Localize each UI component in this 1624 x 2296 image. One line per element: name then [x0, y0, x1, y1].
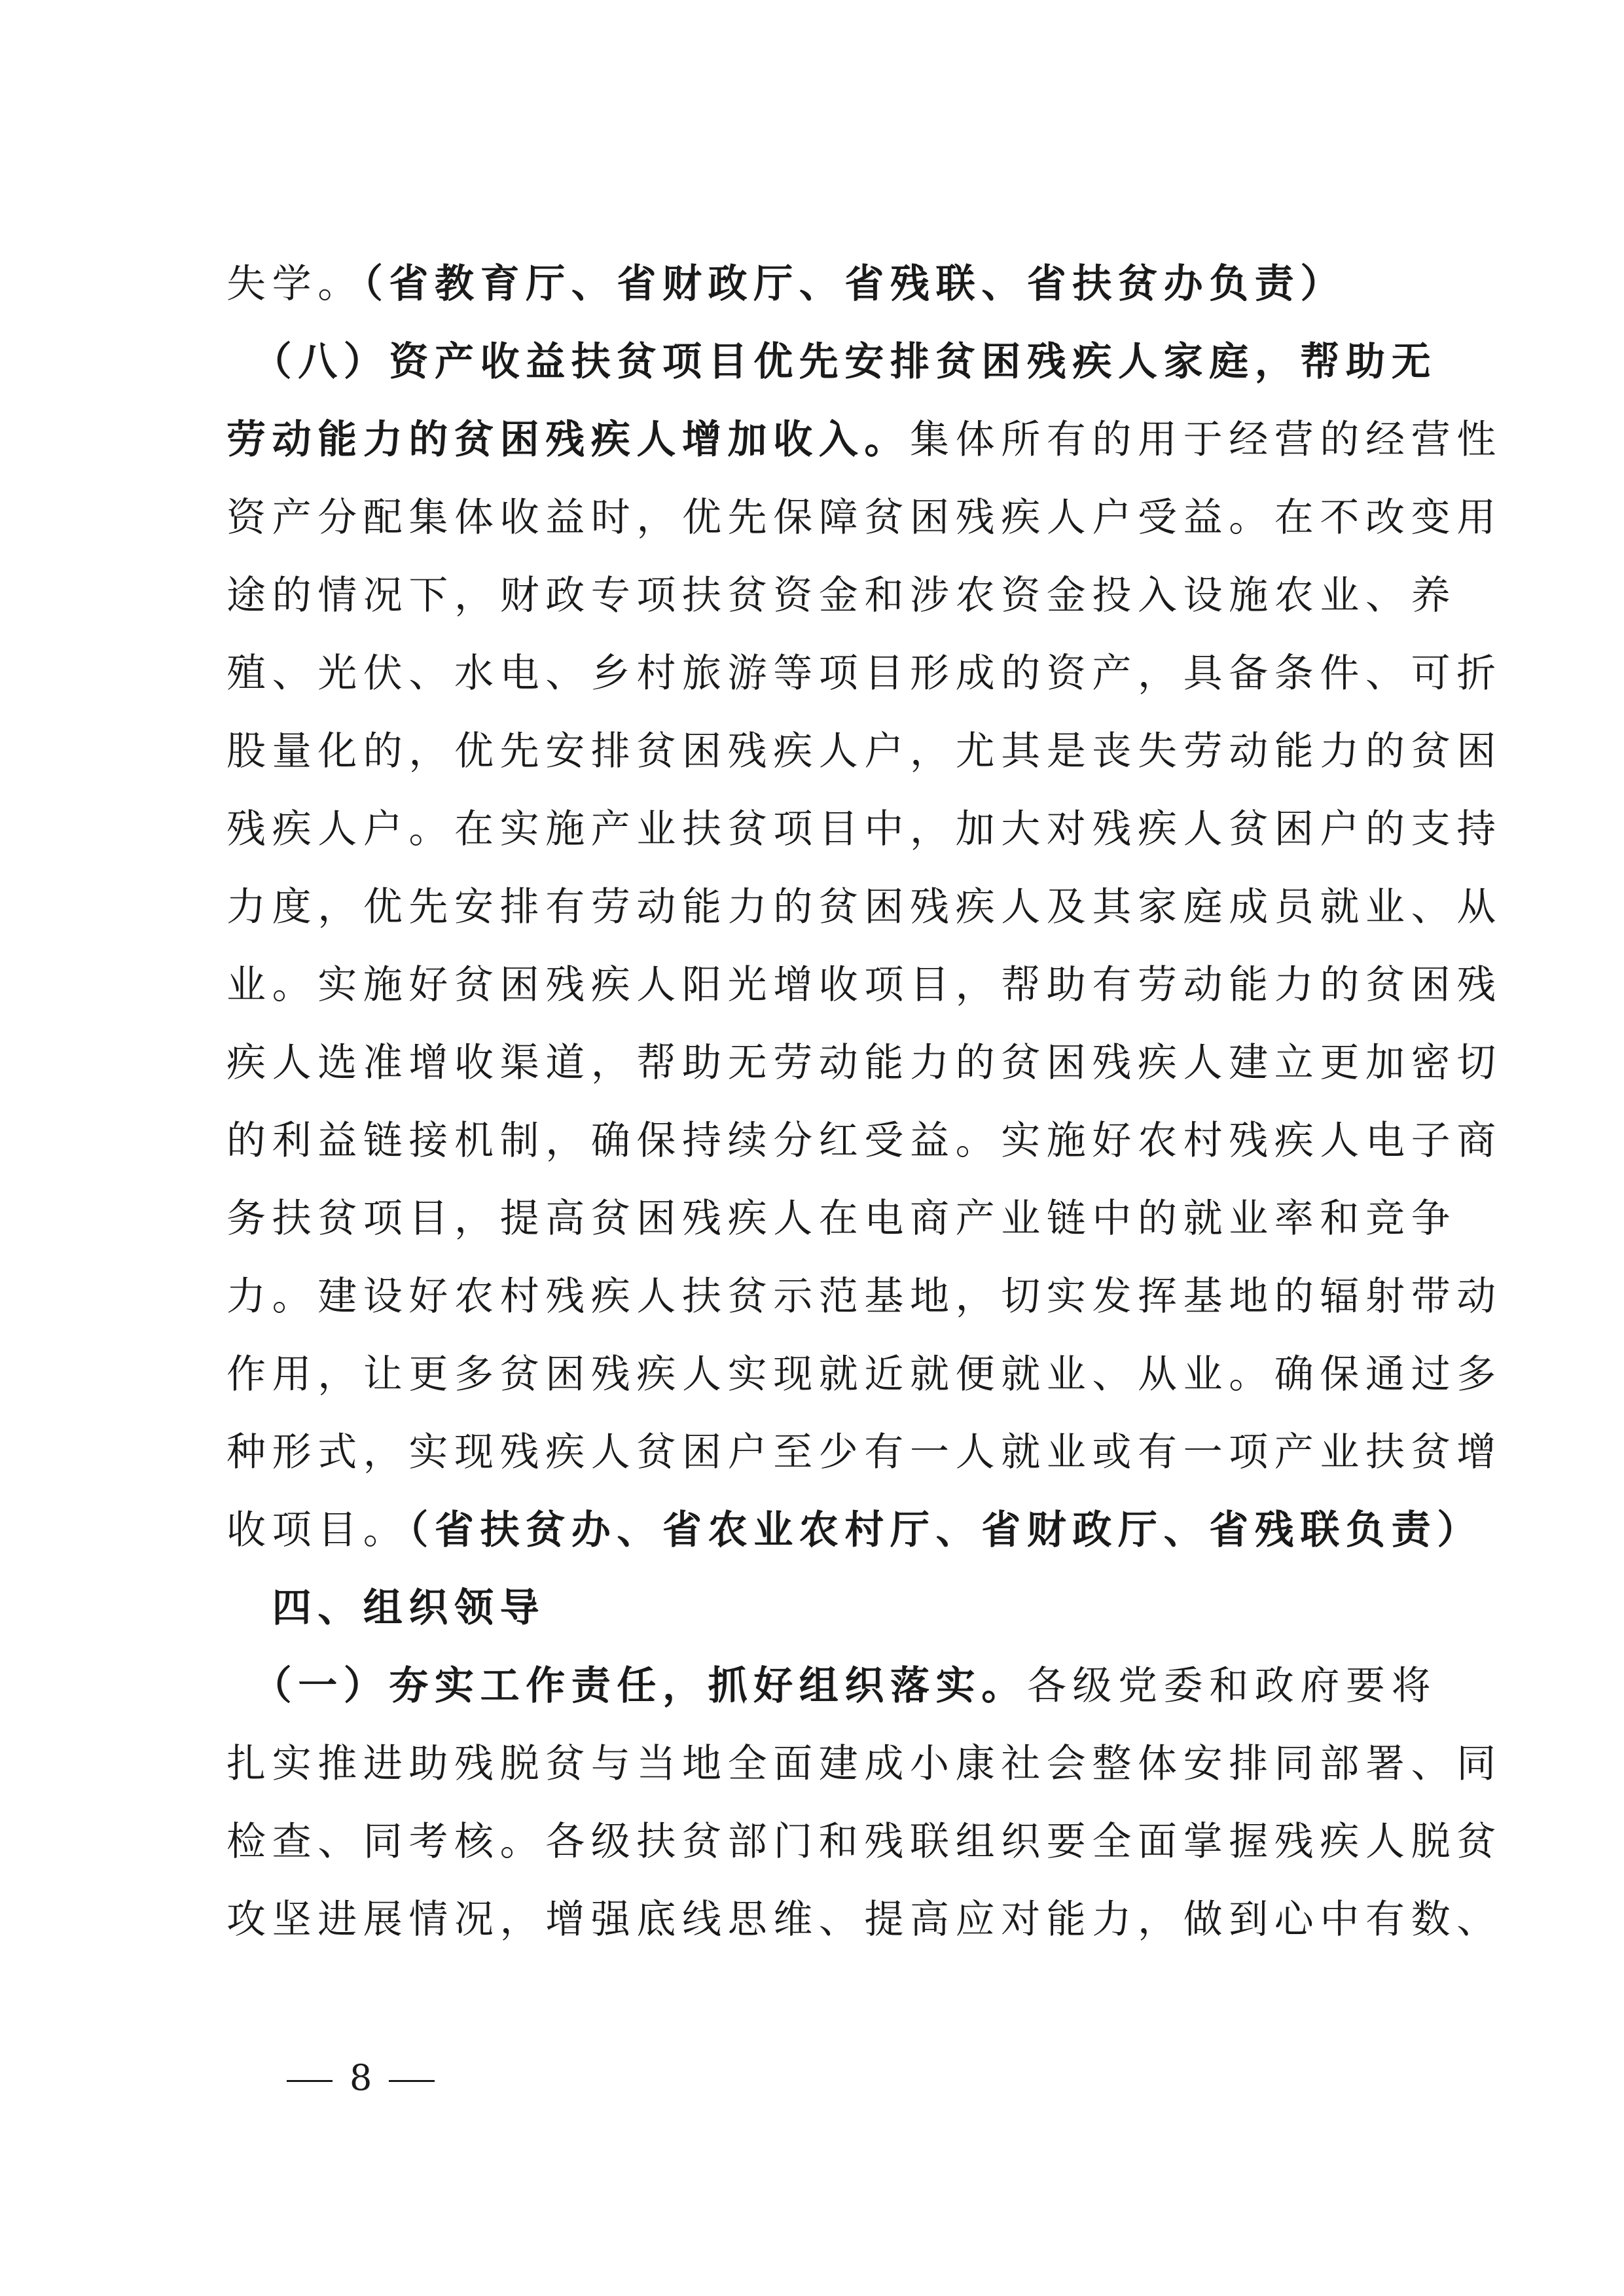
text-run: 股量化的，优先安排贫困残疾人户，尤其是丧失劳动能力的贫困 [226, 728, 1502, 774]
text-run: 资产分配集体收益时，优先保障贫困残疾人户受益。在不改变用 [226, 495, 1502, 541]
text-line [226, 1803, 1502, 1881]
section-heading-line [226, 1647, 1437, 1725]
text-line [226, 1102, 1502, 1180]
text-line [226, 1414, 1502, 1492]
text-run: 途的情况下，财政专项扶贫资金和涉农资金投入设施农业、养 [226, 573, 1457, 619]
text-run: 力度，优先安排有劳动能力的贫困残疾人及其家庭成员就业、从 [226, 884, 1502, 930]
text-line [226, 869, 1502, 946]
body-text [226, 245, 1502, 1959]
text-line [226, 1492, 1483, 1570]
text-line [226, 946, 1502, 1024]
page-number [270, 2055, 452, 2101]
text-run: 种形式，实现残疾人贫困户至少有一人就业或有一项产业扶贫增 [226, 1429, 1502, 1475]
text-run-bold: 劳动能力的贫困残疾人增加收入。 [226, 417, 910, 463]
text-line [226, 1180, 1457, 1258]
text-line [226, 1336, 1502, 1414]
text-line [226, 479, 1502, 557]
text-line [226, 557, 1457, 635]
page-number-value: 8 [350, 2057, 372, 2098]
text-line [226, 1725, 1502, 1803]
text-run-bold: （省扶贫办、省农业农村厅、省财政厅、省残联负责） [408, 1507, 1483, 1553]
dash-right [389, 2080, 435, 2082]
section-heading-line [226, 323, 1437, 401]
text-run: 作用，让更多贫困残疾人实现就近就便就业、从业。确保通过多 [226, 1352, 1502, 1397]
text-run: 检查、同考核。各级扶贫部门和残联组织要全面掌握残疾人脱贫 [226, 1819, 1502, 1865]
text-run-bold: （一）夯实工作责任，抓好组织落实。 [226, 1663, 1027, 1709]
text-line [226, 245, 1418, 323]
text-run: 务扶贫项目，提高贫困残疾人在电商产业链中的就业率和竞争 [226, 1196, 1457, 1242]
text-line [226, 401, 1502, 479]
text-run: 的利益链接机制，确保持续分红受益。实施好农村残疾人电子商 [226, 1118, 1502, 1164]
text-run-bold: （省教育厅、省财政厅、省残联、省扶贫办负责） [363, 261, 1346, 307]
text-line [226, 791, 1502, 869]
text-line [226, 635, 1502, 713]
chapter-heading: 四、组织领导 [226, 1585, 546, 1631]
text-run: 业。实施好贫困残疾人阳光增收项目，帮助有劳动能力的贫困残 [226, 962, 1502, 1008]
text-run-bold: （八）资产收益扶贫项目优先安排贫困残疾人家庭，帮助无 [226, 339, 1437, 385]
text-run: 残疾人户。在实施产业扶贫项目中，加大对残疾人贫困户的支持 [226, 806, 1502, 852]
text-run: 疾人选准增收渠道，帮助无劳动能力的贫困残疾人建立更加密切 [226, 1040, 1502, 1086]
text-run: 各级党委和政府要将 [1026, 1663, 1437, 1709]
text-run: 殖、光伏、水电、乡村旅游等项目形成的资产，具备条件、可折 [226, 651, 1502, 696]
dash-left [287, 2080, 333, 2082]
text-run: 收项目。 [226, 1507, 409, 1553]
text-line [226, 1258, 1502, 1336]
chapter-heading-line [226, 1570, 1418, 1647]
text-run: 力。建设好农村残疾人扶贫示范基地，切实发挥基地的辐射带动 [226, 1274, 1502, 1319]
text-run: 攻坚进展情况，增强底线思维、提高应对能力，做到心中有数、 [226, 1897, 1502, 1943]
text-run: 集体所有的用于经营的经营性 [910, 417, 1502, 463]
text-line [226, 713, 1502, 791]
text-line [226, 1024, 1502, 1102]
text-line [226, 1881, 1502, 1959]
text-run: 失学。 [226, 261, 363, 307]
text-run: 扎实推进助残脱贫与当地全面建成小康社会整体安排同部署、同 [226, 1741, 1502, 1787]
